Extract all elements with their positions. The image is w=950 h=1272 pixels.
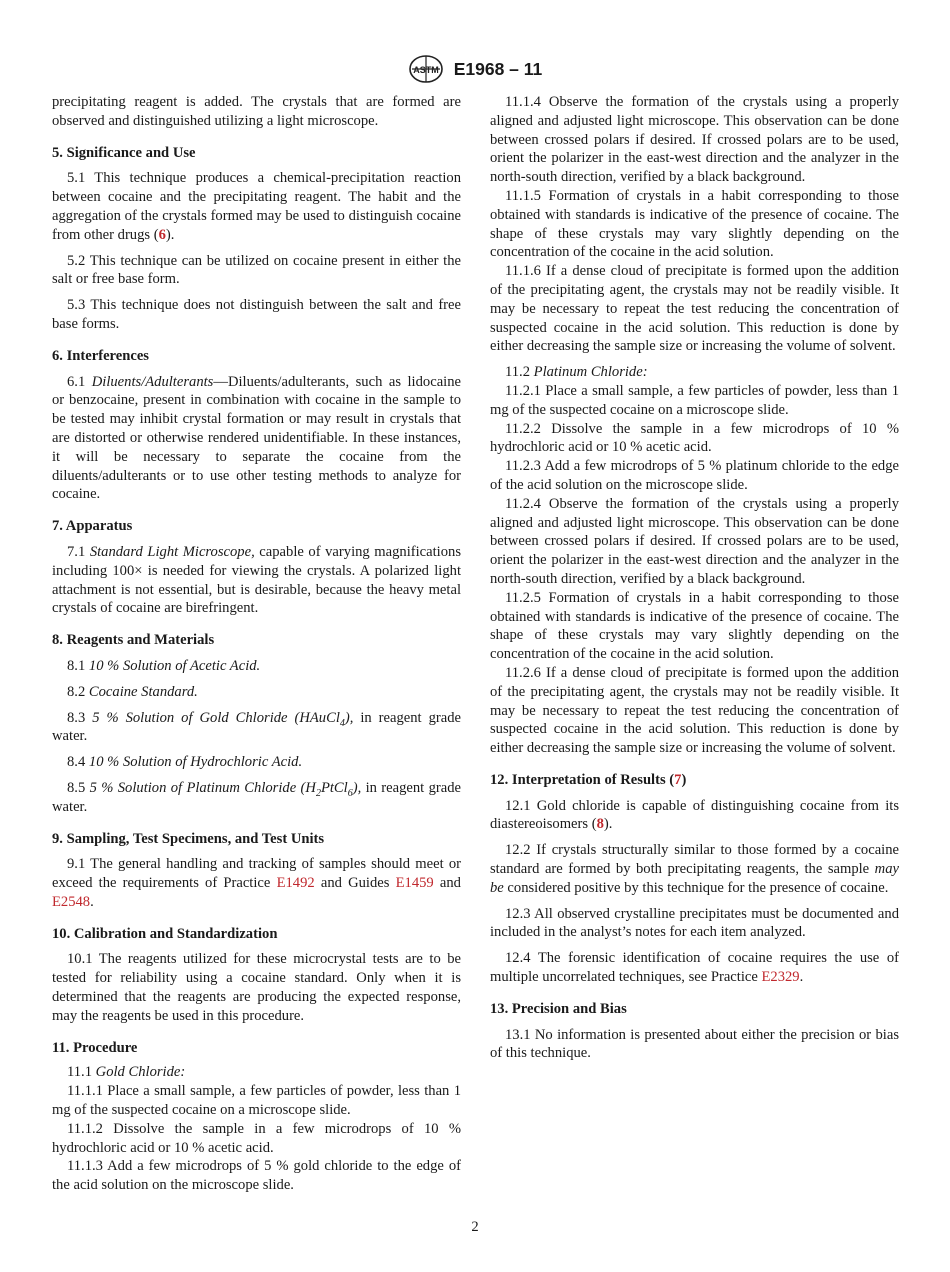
reference-link[interactable]: 7 <box>674 771 682 788</box>
text-run: ). <box>603 816 613 833</box>
text-run: 11.2.6 If a dense cloud of precipitate is formed upon the addition of the precipitating agent, the crystals may not be readily visible. It may be necessary to repeat the test reducing the concentration of suspected cocaine in the acid solution. This reduction is done by either decreasing the sample size or increasing the volume of solvent. <box>490 664 899 757</box>
paragraph <box>490 797 899 835</box>
text-run: and Guides <box>314 875 396 892</box>
text-run: 5 % Solution of Platinum Chloride (H <box>89 779 316 796</box>
text-run: 8.2 <box>67 683 89 700</box>
text-run: 9.1 The general handling and tracking of samples should meet or exceed the requirements of Practice <box>52 856 461 892</box>
subscript: 4 <box>339 717 345 729</box>
text-run: 11.2.1 Place a small sample, a few particles of powder, less than 1 mg of the suspected cocaine on a microscope slide. <box>490 382 899 418</box>
paragraph <box>52 657 461 676</box>
paragraph <box>490 949 899 987</box>
text-run: 11.1.6 If a dense cloud of precipitate is formed upon the addition of the precipitating agent, the crystals may not be readily visible. It may be necessary to repeat the test reducing the concentration of suspected cocaine in the acid solution. This reduction is done by either decreasing the sample size or increasing the volume of solvent. <box>490 263 899 355</box>
text-run: 10.1 The reagents utilized for these microcrystal tests are to be tested for reliability using a cocaine standard. Only when it is determined that the reagents are producing the expected response, may the reagents be used in this procedure. <box>52 951 461 1024</box>
text-run: 6. Interferences <box>52 347 149 364</box>
text-run: 11.1.2 Dissolve the sample in a few microdrops of 10 % hydrochloric acid or 10 % acetic acid. <box>52 1120 461 1156</box>
text-run: Platinum Chloride: <box>533 364 648 381</box>
text-run: 12. Interpretation of Results ( <box>490 771 675 788</box>
text-run: 13. Precision and Bias <box>490 1000 627 1017</box>
reference-link[interactable]: E2548 <box>52 893 91 910</box>
paragraph <box>490 457 899 495</box>
text-run: considered positive by this technique for the presence of cocaine. <box>503 879 889 896</box>
paragraph <box>52 169 461 244</box>
text-run: ), <box>344 709 354 726</box>
paragraph <box>490 495 899 589</box>
subscript: 2 <box>315 787 321 799</box>
text-run: 11.1.5 Formation of crystals in a habit corresponding to those obtained with standards is indicative of the presence of cocaine. The shape of these crystals may vary slightly depending on the concentration of the cocaine in the acid solution. <box>490 187 899 261</box>
text-run: 10 % Solution of Hydrochloric Acid. <box>88 754 303 771</box>
reference-link[interactable]: 8 <box>596 816 604 833</box>
text-run: Standard Light Microscope, <box>89 543 255 560</box>
paragraph <box>52 753 461 772</box>
text-run: Cocaine Standard. <box>88 683 198 700</box>
paragraph <box>52 543 461 618</box>
paragraph <box>490 905 899 943</box>
text-run: 12.4 The forensic identification of cocaine requires the use of multiple uncorrelated techniques, see Practice <box>490 950 899 986</box>
text-run: ), <box>352 779 362 796</box>
text-run: 6.1 <box>67 373 92 390</box>
paragraph <box>490 262 899 356</box>
paragraph <box>490 382 899 420</box>
text-run: 8. Reagents and Materials <box>52 632 215 649</box>
paragraph <box>52 855 461 911</box>
text-run: precipitating reagent is added. The crystals that are formed are observed and distinguished utilizing a light microscope. <box>52 94 461 129</box>
text-run: 11. Procedure <box>52 1039 138 1056</box>
paragraph <box>52 373 461 505</box>
section-heading <box>490 771 899 790</box>
text-run: 5.3 This technique does not distinguish between the salt and free base forms. <box>52 297 461 332</box>
paragraph <box>52 1120 461 1158</box>
text-run: 11.2.4 Observe the formation of the crystals using a properly aligned and adjusted light microscope. This observation can be done between crossed polars if desired. If crossed polars are to be used, orient the polarizer in the east-west direction and the analyzer in the north-south direction, verified by a black background. <box>490 495 899 587</box>
text-run: may be <box>490 861 899 896</box>
text-run: 7. Apparatus <box>52 518 133 535</box>
text-run: . <box>90 893 94 910</box>
section-heading <box>52 830 461 849</box>
page-number: 2 <box>471 1219 479 1235</box>
paragraph <box>52 1082 461 1120</box>
text-run: 5.1 This technique produces a chemical-precipitation reaction between cocaine and the precipitating reagent. The habit and the aggregation of the crystals formed may be used to distinguish cocaine from other drugs ( <box>52 170 461 243</box>
text-run: 11.1.3 Add a few microdrops of 5 % gold chloride to the edge of the acid solution on the microscope slide. <box>52 1158 461 1194</box>
text-run: 9. Sampling, Test Specimens, and Test Units <box>52 830 325 847</box>
text-run: 13.1 No information is presented about either the precision or bias of this technique. <box>490 1026 899 1062</box>
paragraph <box>52 296 461 334</box>
text-run: 12.2 If crystals structurally similar to those formed by a cocaine standard are formed by both precipitating reagents, the sample <box>490 842 899 878</box>
astm-logo <box>408 54 444 84</box>
section-heading <box>52 517 461 536</box>
paragraph <box>490 664 899 758</box>
text-run: . <box>799 969 804 986</box>
paragraph <box>490 841 899 897</box>
text-run: 5. Significance and Use <box>52 144 196 161</box>
standard-designation: E1968 – 11 <box>453 58 543 79</box>
text-run: 11.2.5 Formation of crystals in a habit corresponding to those obtained with standards is indicative of the presence of cocaine. The shape of these crystals may vary slightly depending on the concentration of the cocaine in the acid solution. <box>490 589 899 663</box>
section-heading <box>52 1039 461 1058</box>
text-run: PtCl <box>320 779 348 796</box>
paragraph <box>52 252 461 290</box>
text-run: 8.5 <box>67 779 90 796</box>
text-run: 11.1 <box>67 1064 96 1081</box>
paragraph <box>52 950 461 1025</box>
paragraph <box>490 589 899 664</box>
text-run: and <box>433 875 461 892</box>
reference-link[interactable]: 6 <box>158 226 166 243</box>
text-run: 11.2.2 Dissolve the sample in a few microdrops of 10 % hydrochloric acid or 10 % acetic acid. <box>490 420 899 456</box>
text-run: 8.1 <box>67 657 89 674</box>
text-run: 8.3 <box>67 709 93 726</box>
text-run: 5.2 This technique can be utilized on cocaine present in either the salt or free base form. <box>52 252 461 288</box>
paragraph <box>490 187 899 262</box>
paragraph <box>490 420 899 458</box>
paragraph <box>52 93 461 131</box>
text-run: Gold Chloride: <box>95 1064 186 1081</box>
section-heading <box>52 144 461 163</box>
svg-text:ASTM: ASTM <box>412 65 439 75</box>
text-run: —Diluents/adulterants, such as lidocaine or benzocaine, present in combination with cocaine in the sample to be tested may inhibit crystal formation or may result in crystals that are distorted or otherwise rendered unidentifiable. In these instances, it will be necessary to separate the cocaine from the diluents/adulterants or to use other testing methods to analyze for cocaine. <box>52 373 461 503</box>
right-column <box>490 93 899 1063</box>
reference-link[interactable]: E1492 <box>276 875 315 892</box>
text-run: 5 % Solution of Gold Chloride (HAuCl <box>92 709 340 726</box>
text-run: ) <box>681 771 687 788</box>
text-run: Diluents/Adulterants <box>91 373 214 390</box>
text-run: 10. Calibration and Standardization <box>52 925 278 942</box>
section-heading <box>52 347 461 366</box>
section-heading <box>52 631 461 650</box>
paragraph <box>490 363 899 382</box>
paragraph <box>490 1026 899 1064</box>
text-run: 11.2 <box>505 364 534 381</box>
paragraph <box>52 1157 461 1195</box>
text-run: 10 % Solution of Acetic Acid. <box>88 657 261 674</box>
paragraph <box>52 683 461 702</box>
text-run: 12.1 Gold chloride is capable of distinguishing cocaine from its diastereoisomers ( <box>490 797 899 833</box>
reference-link[interactable]: E1459 <box>395 875 434 892</box>
subscript: 6 <box>347 787 353 799</box>
paragraph <box>52 779 461 817</box>
text-run: 11.1.4 Observe the formation of the crystals using a properly aligned and adjusted light microscope. This observation can be done between crossed polars if desired. If crossed polars are to be used, orient the polarizer in the east-west direction and the analyzer in the north-south direction, verified by a black background. <box>490 94 899 186</box>
text-run: 12.3 All observed crystalline precipitates must be documented and included in the analyst’s notes for each item analyzed. <box>490 905 899 941</box>
text-run: 7.1 <box>67 543 90 560</box>
reference-link[interactable]: E2329 <box>761 969 800 986</box>
text-run: capable of varying magnifications including 100× is needed for viewing the crystals. A polarized light attachment is not essential, but is desirable, because the heavy metal crystals of cocaine are birefringent. <box>52 543 462 617</box>
text-run: ). <box>165 226 175 243</box>
text-run: 11.2.3 Add a few microdrops of 5 % platinum chloride to the edge of the acid solution on the microscope slide. <box>490 458 899 493</box>
text-run: 11.1.1 Place a small sample, a few particles of powder, less than 1 mg of the suspected cocaine on a microscope slide. <box>52 1083 461 1119</box>
text-run: in reagent grade water. <box>52 779 461 815</box>
paragraph <box>52 1063 461 1082</box>
section-heading <box>490 1000 899 1019</box>
left-column <box>52 93 461 1195</box>
paragraph <box>52 709 461 747</box>
page-header <box>0 54 950 84</box>
text-run: 8.4 <box>67 754 89 771</box>
paragraph <box>490 93 899 187</box>
section-heading <box>52 925 461 944</box>
text-run: in reagent grade water. <box>52 709 461 745</box>
